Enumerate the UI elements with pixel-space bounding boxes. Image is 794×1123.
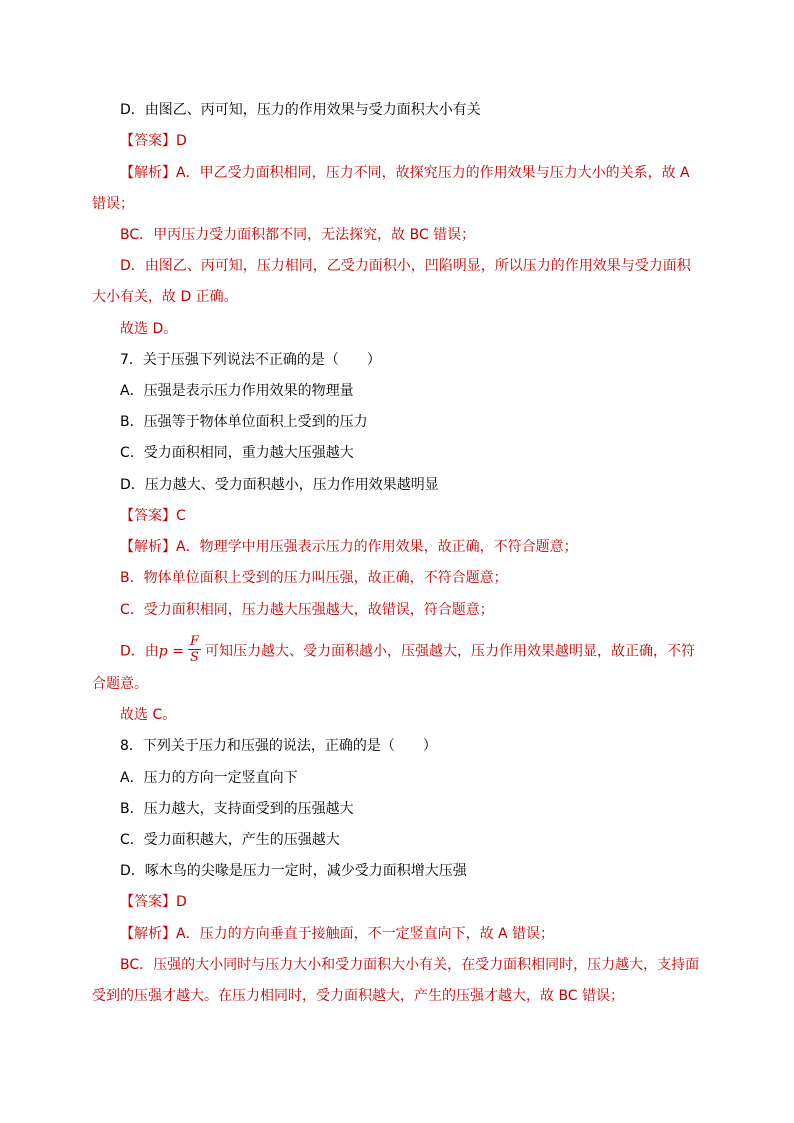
explanation-text-suffix: 可知压力越大、受力面积越小，压强越大，压力作用效果越明显，故正确，不符 [204, 643, 695, 660]
explanation-7-line-2: B．物体单位面积上受到的压力叫压强，故正确，不符合题意； [120, 570, 508, 586]
explanation-text: A．甲乙受力面积相同，压力不同，故探究压力的作用效果与压力大小的关系，故 A [176, 165, 690, 181]
answer-value: D [176, 894, 187, 910]
explanation-8-line-2: BC．压强的大小同时与压力大小和受力面积大小有关，在受力面积相同时，压力越大，支持面 [120, 957, 700, 973]
explanation-7-line-4 [120, 634, 695, 665]
answer-tag: 【答案】 [120, 508, 176, 524]
explanation-tag: 【解析】 [120, 165, 176, 181]
formula-lhs: p = [158, 643, 184, 660]
question-8-option-b: B．压力越大，支持面受到的压强越大 [120, 801, 354, 817]
explanation-7-line-5: 合题意。 [92, 676, 148, 692]
question-7-option-a: A．压强是表示压力作用效果的物理量 [120, 383, 354, 399]
answer-value: C [176, 508, 186, 524]
answer-8 [120, 892, 187, 912]
choice-7: 故选 C。 [120, 707, 177, 723]
explanation-8-line-1 [120, 924, 554, 944]
formula-denominator: S [190, 650, 199, 665]
explanation-6-line-4: D．由图乙、丙可知，压力相同，乙受力面积小，凹陷明显，所以压力的作用效果与受力面积 [120, 258, 691, 274]
formula-numerator: F [189, 634, 199, 649]
question-8-stem: 8．下列关于压力和压强的说法，正确的是（ ） [120, 738, 437, 754]
explanation-tag: 【解析】 [120, 926, 176, 942]
question-6-option-d: D．由图乙、丙可知，压力的作用效果与受力面积大小有关 [120, 102, 481, 118]
answer-tag: 【答案】 [120, 894, 176, 910]
explanation-6-line-5: 大小有关，故 D 正确。 [92, 289, 238, 305]
explanation-text-prefix: D．由 [120, 643, 159, 660]
question-8-option-d: D．啄木鸟的尖喙是压力一定时，减少受力面积增大压强 [120, 863, 467, 879]
answer-7 [120, 506, 186, 526]
question-7-option-d: D．压力越大、受力面积越小，压力作用效果越明显 [120, 477, 439, 493]
question-7-option-b: B．压强等于物体单位面积上受到的压力 [120, 414, 368, 430]
answer-value: D [176, 133, 187, 149]
question-8-option-c: C．受力面积越大，产生的压强越大 [120, 832, 340, 848]
pressure-formula-fraction [188, 634, 201, 665]
answer-tag: 【答案】 [120, 133, 176, 149]
explanation-tag: 【解析】 [120, 539, 176, 555]
explanation-6-line-3: BC．甲丙压力受力面积都不同，无法探究，故 BC 错误； [120, 227, 476, 243]
explanation-7-line-3: C．受力面积相同，压力越大压强越大，故错误，符合题意； [120, 602, 494, 618]
explanation-text: A．压力的方向垂直于接触面，不一定竖直向下，故 A 错误； [176, 926, 555, 942]
choice-6: 故选 D。 [120, 321, 178, 337]
answer-6 [120, 131, 187, 151]
question-8-option-a: A．压力的方向一定竖直向下 [120, 770, 298, 786]
question-7-option-c: C．受力面积相同，重力越大压强越大 [120, 445, 354, 461]
explanation-text: A．物理学中用压强表示压力的作用效果，故正确，不符合题意； [176, 539, 578, 555]
explanation-8-line-3: 受到的压强才越大。在压力相同时，受力面积越大，产生的压强才越大，故 BC 错误； [92, 988, 625, 1004]
explanation-7-line-1 [120, 537, 578, 557]
question-7-stem: 7．关于压强下列说法不正确的是（ ） [120, 352, 381, 368]
explanation-6-line-1 [120, 163, 690, 183]
explanation-6-line-2: 错误； [92, 196, 134, 212]
